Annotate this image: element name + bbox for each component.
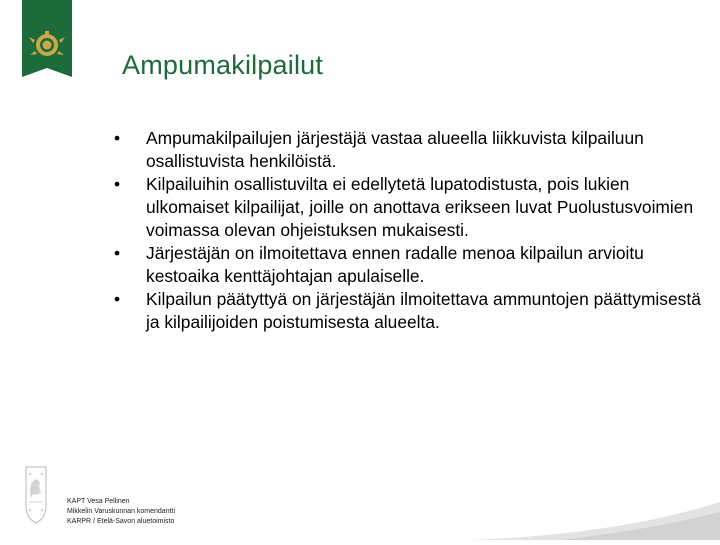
bullet-marker: • bbox=[114, 243, 121, 263]
bullet-text: Järjestäjän on ilmoitettava ennen radalle menoa kilpailun arvioitu kestoaika kenttäjohtajan apulaiselle. bbox=[146, 243, 644, 286]
list-item bbox=[112, 288, 702, 334]
bullet-text: Ampumakilpailujen järjestäjä vastaa alueella liikkuvista kilpailuun osallistuvista henkilöistä. bbox=[146, 128, 644, 171]
lion-coat-of-arms-icon bbox=[25, 466, 47, 524]
footer-line: KARPR / Etelä-Savon aluetoimisto bbox=[67, 518, 175, 525]
army-emblem-banner-icon bbox=[22, 0, 72, 77]
bullet-marker: • bbox=[114, 289, 121, 309]
footer-line: KAPT Vesa Pellinen bbox=[67, 498, 130, 505]
corner-decoration bbox=[470, 484, 720, 540]
footer-signature bbox=[67, 497, 175, 527]
bullet-list bbox=[112, 127, 702, 334]
bullet-marker: • bbox=[114, 128, 121, 148]
list-item bbox=[112, 127, 702, 173]
list-item bbox=[112, 173, 702, 242]
page-title: Ampumakilpailut bbox=[122, 50, 324, 80]
bullet-text: Kilpailun päätyttyä on järjestäjän ilmoitettava ammuntojen päättymisestä ja kilpailijoiden poistumisesta alueelta. bbox=[146, 289, 701, 332]
list-item bbox=[112, 242, 702, 288]
bullet-text: Kilpailuihin osallistuvilta ei edellytetä lupatodistusta, pois lukien ulkomaiset kilpailijat, joille on anottava erikseen luvat Puolustusvoimien voimassa olevan ohjeistuksen mukaisesti. bbox=[146, 174, 694, 240]
bullet-marker: • bbox=[114, 174, 121, 194]
footer-line: Mikkelin Varuskunnan komendantti bbox=[67, 508, 176, 515]
